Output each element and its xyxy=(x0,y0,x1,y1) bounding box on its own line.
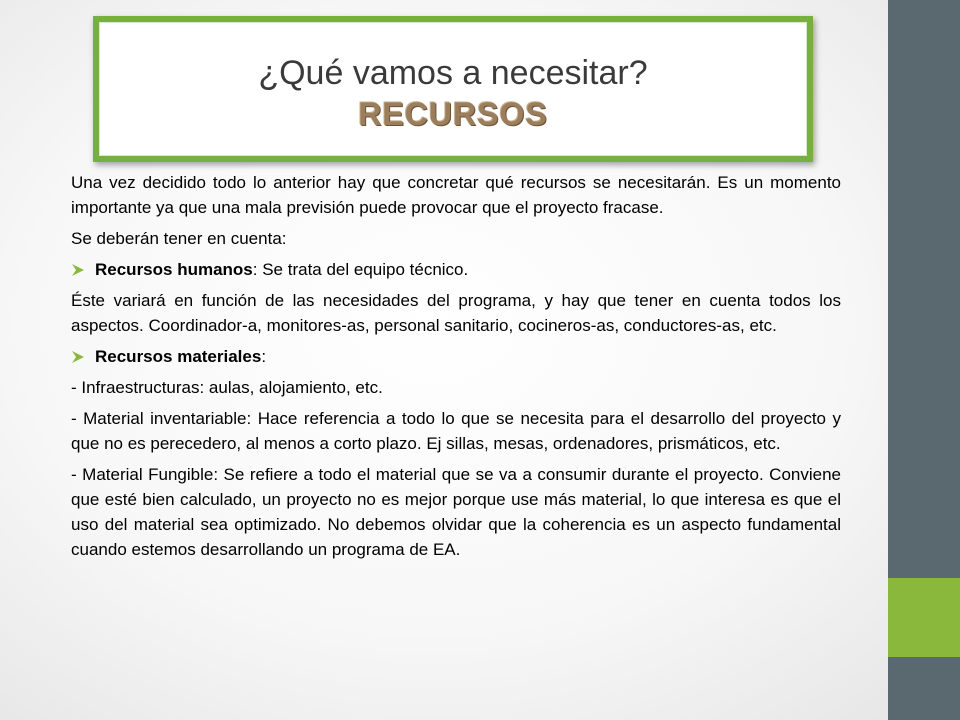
human-resources-detail: Éste variará en función de las necesidades del programa, y hay que tener en cuenta todos los aspectos. Coordinador-a, monitores-as, personal sanitario, cocineros-as, conductores-as, etc. xyxy=(71,291,841,335)
bullet-text xyxy=(95,257,468,282)
material-resources-label: Recursos materiales xyxy=(95,347,262,366)
slide-title: ¿Qué vamos a necesitar? xyxy=(258,54,648,92)
infrastructure-paragraph: - Infraestructuras: aulas, alojamiento, etc. xyxy=(71,378,383,397)
arrow-bullet-icon xyxy=(71,344,95,369)
slide-content xyxy=(71,170,841,568)
inventory-material-paragraph: - Material inventariable: Hace referencia a todo lo que se necesita para el desarrollo del proyecto y que no es perecedero, al menos a corto plazo. Ej sillas, mesas, ordenadores, prismáticos, etc. xyxy=(71,409,841,453)
fungible-material-paragraph: - Material Fungible: Se refiere a todo el material que se va a consumir durante el proyecto. Conviene que esté bien calculado, un proyecto no es mejor porque use más material, lo que interesa es que el uso del material sea optimizado. No debemos olvidar que la coherencia es un aspecto fundamental cuando estemos desarrollando un programa de EA. xyxy=(71,465,841,559)
material-resources-text: : xyxy=(261,347,267,366)
slide-subtitle: RECURSOS xyxy=(358,96,548,132)
bullet-material-resources xyxy=(71,344,841,369)
human-resources-label: Recursos humanos xyxy=(95,260,253,279)
title-box xyxy=(93,16,813,162)
arrow-bullet-icon xyxy=(71,257,95,282)
human-resources-text: : Se trata del equipo técnico. xyxy=(252,260,469,279)
side-accent-block xyxy=(888,578,960,657)
bullet-human-resources xyxy=(71,257,841,282)
consider-paragraph: Se deberán tener en cuenta: xyxy=(71,229,287,248)
intro-paragraph: Una vez decidido todo lo anterior hay que concretar qué recursos se necesitarán. Es un momento importante ya que una mala previsión puede provocar que el proyecto fracase. xyxy=(71,173,841,217)
bullet-text xyxy=(95,344,266,369)
